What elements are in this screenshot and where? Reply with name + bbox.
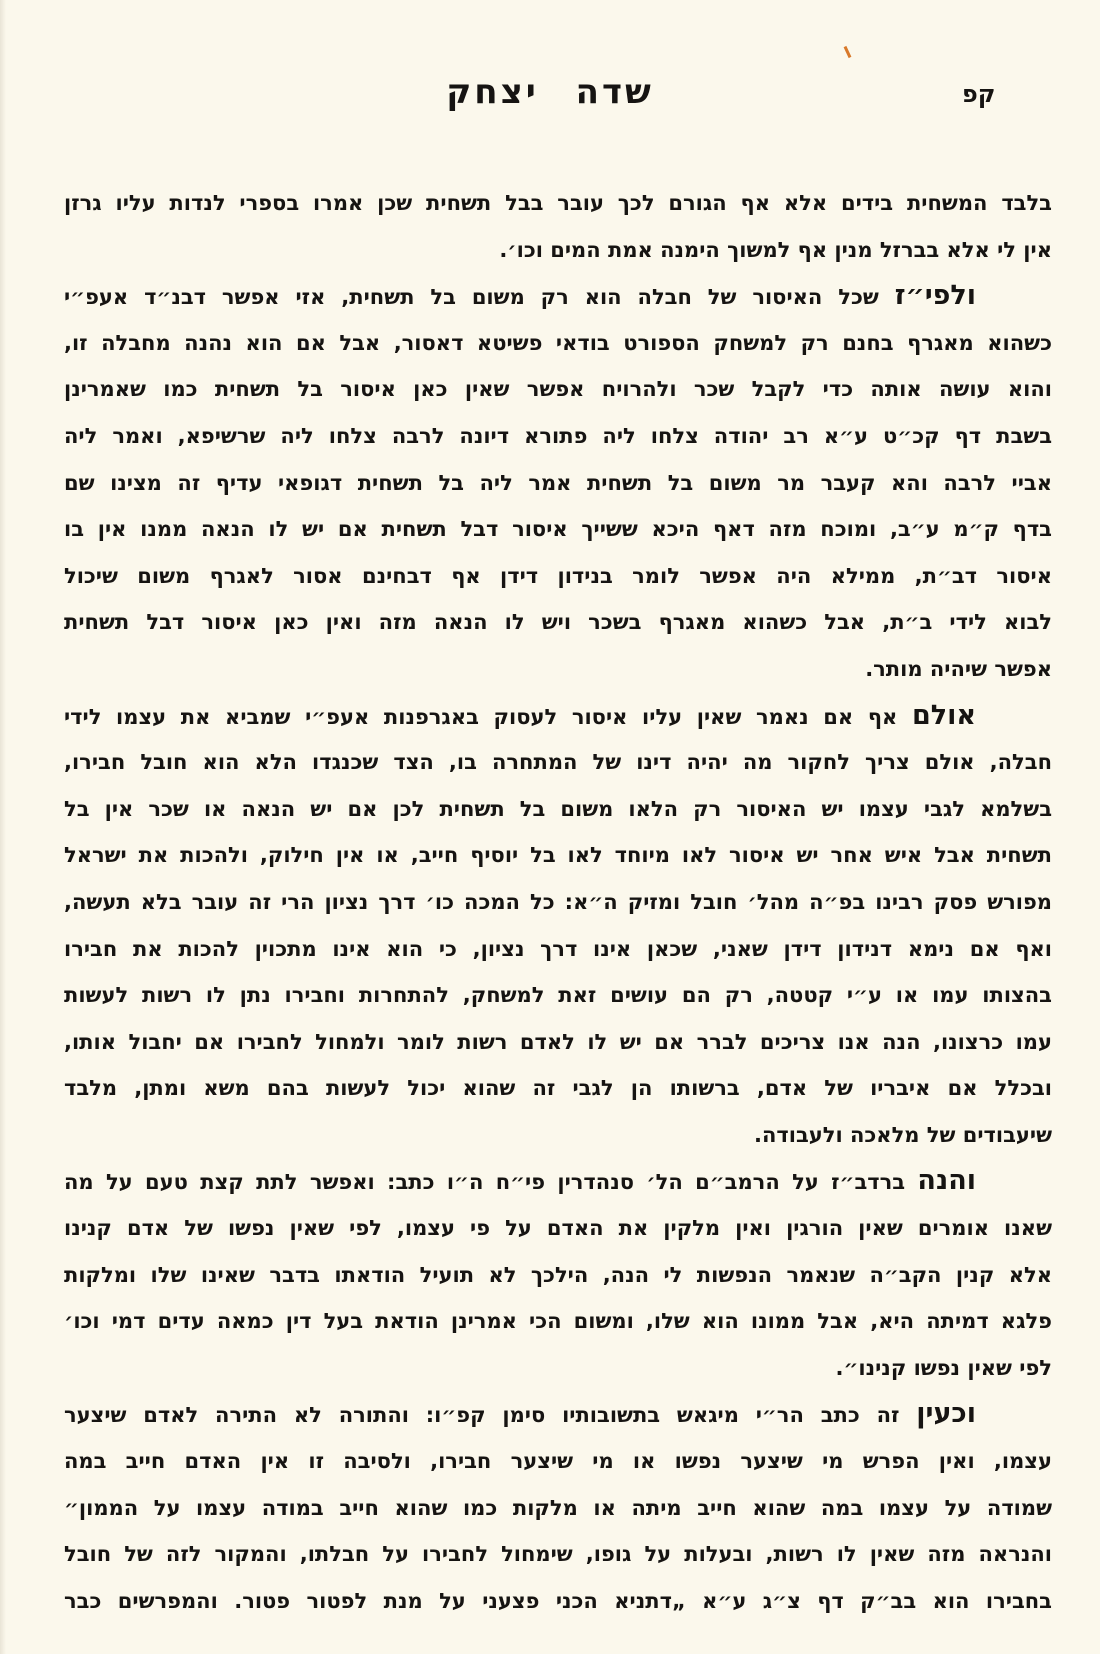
line-text: לבוא לידי ב״ת, אבל כשהוא מאגרף בשכר ויש לו הנאה מזה ואין כאן איסור דבל תשחית xyxy=(64,610,1052,635)
text-line xyxy=(64,180,1052,227)
line-text: שכל האיסור של חבלה הוא רק משום בל תשחית, אזי אפשר דבנ״ד אעפ״י xyxy=(64,285,879,310)
line-text: שיעבודים של מלאכה ולעבודה. xyxy=(754,1122,1052,1147)
line-text: תשחית אבל איש אחר יש איסור לאו מיוחד לאו בל יוסיף חייב, או אין חילוק, ולהכות את ישראל xyxy=(64,843,1052,868)
line-text: בדף ק״מ ע״ב, ומוכח מזה דאף היכא ששייך איסור דבל תשחית אם יש לו הנאה ממנו אין בו xyxy=(64,517,1052,542)
text-line xyxy=(64,273,1052,320)
text-line xyxy=(64,1252,1052,1299)
text-line xyxy=(64,1205,1052,1252)
line-text: זה כתב הר״י מיגאש בתשובותיו סימן קפ״ו: והתורה לא התירה לאדם שיצער xyxy=(64,1403,900,1428)
line-text: אביי לרבה והא קעבר מר משום בל תשחית אמר ליה בל תשחית דגופאי עדיף זה מצינו שם xyxy=(64,470,1052,495)
text-line xyxy=(64,879,1052,926)
text-line xyxy=(64,786,1052,833)
line-text: אפשר שיהיה מותר. xyxy=(865,656,1052,681)
line-text: חבלה, אולם צריך לחקור מה יהיה דינו של המתחרה בו, הצד שכנגדו הלא הוא חובל חבירו, xyxy=(64,750,1052,775)
body-text xyxy=(64,180,1052,1624)
line-text: ברדב״ז על הרמב״ם הל׳ סנהדרין פי״ח ה״ו כתב: ואפשר לתת קצת טעם על מה xyxy=(64,1170,906,1195)
line-text: בהצותו עמו או ע״י קטטה, רק הם עושים זאת למשחק, להתחרות וחבירו נתן לו רשות לעשות xyxy=(64,983,1052,1008)
line-text: והוא עושה אותה כדי לקבל שכר ולהרויח אפשר שאין כאן איסור בל תשחית כמו שאמרינן xyxy=(64,377,1052,402)
page-number: קפ xyxy=(962,80,996,108)
paragraph xyxy=(64,693,1052,1159)
paragraph-lead-word: וכעין xyxy=(916,1398,976,1430)
line-text: ואף אם נימא דנידון דידן שאני, שכאן אינו דרך נציון, כי הוא אינו מתכוין להכות את חבירו xyxy=(64,936,1052,961)
paragraph-lead-word: ולפי״ז xyxy=(894,280,977,312)
line-text: לפי שאין נפשו קנינו״. xyxy=(835,1355,1052,1380)
text-line xyxy=(64,1531,1052,1578)
line-text: שאנו אומרים שאין הורגין ואין מלקין את האדם על פי עצמו, לפי שאין נפשו של אדם קנינו xyxy=(64,1216,1052,1241)
line-text: מפורש פסק רבינו בפ״ה מהל׳ חובל ומזיק ה״א: כל המכה כו׳ דרך נציון הרי זה עובר בלא תעשה, xyxy=(64,889,1052,914)
line-text: איסור דב״ת, ממילא היה אפשר לומר בנידון דידן אף דבחינם אסור לאגרף משום שיכול xyxy=(64,563,1052,588)
text-line xyxy=(64,926,1052,973)
running-title: שדה יצחק xyxy=(446,72,654,112)
line-text: עמו כרצונו, הנה אנו צריכים לברר אם יש לו לאדם רשות לומר ולמחול לחבירו אם יחבול אותו, xyxy=(64,1029,1052,1054)
line-text: בשלמא לגבי עצמו יש האיסור רק הלאו משום בל תשחית לכן אם יש הנאה או שכר אין בל xyxy=(64,796,1052,821)
text-line xyxy=(64,227,1052,274)
line-text: בחבירו הוא בב״ק דף צ״ג ע״א „דתניא הכני פצעני על מנת לפטור פטור. והמפרשים כבר xyxy=(64,1588,1052,1613)
line-text: בשבת דף קכ״ט ע״א רב יהודה צלחו ליה פתורא דיונה לרבה צלחו ליה שרשיפא, ואמר ליה xyxy=(64,423,1052,448)
page-edge-shadow xyxy=(0,0,6,1654)
line-text: כשהוא מאגרף בחנם רק למשחק הספורט בודאי פשיטא דאסור, אבל אם הוא נהנה מחבלה זו, xyxy=(64,330,1052,355)
text-line xyxy=(64,553,1052,600)
text-line xyxy=(64,739,1052,786)
line-text: אף אם נאמר שאין עליו איסור לעסוק באגרפנות אעפ״י שמביא את עצמו לידי xyxy=(64,704,898,729)
line-text: בלבד המשחית בידים אלא אף הגורם לכך עובר בבל תשחית שכן אמרו בספרי לנדות עליו גרזן xyxy=(64,191,1052,215)
text-line xyxy=(64,972,1052,1019)
page-header xyxy=(0,72,1100,122)
text-line xyxy=(64,1298,1052,1345)
paragraph xyxy=(64,1391,1052,1624)
line-text: פלגא דמיתה היא, אבל ממונו הוא שלו, ומשום הכי אמרינן הודאת בעל דין כמאה עדים דמי וכו׳ xyxy=(64,1309,1052,1334)
line-text: שמודה על עצמו במה שהוא חייב מיתה או מלקות כמו שהוא חייב במודה עצמו על הממון״ xyxy=(64,1495,1052,1520)
line-text: אלא קנין הקב״ה שנאמר הנפשות לי הנה, הילכך לא תועיל הודאתו בדבר שאינו שלו ומלקות xyxy=(64,1262,1052,1287)
text-line xyxy=(64,1019,1052,1066)
paragraph xyxy=(64,273,1052,692)
ink-mark xyxy=(844,46,852,58)
text-line xyxy=(64,506,1052,553)
line-text: והנראה מזה שאין לו רשות, ובעלות על גופו, שימחול לחבירו על חבלתו, והמקור לזה של חובל xyxy=(64,1542,1052,1567)
paragraph xyxy=(64,1158,1052,1391)
text-line xyxy=(64,832,1052,879)
text-line xyxy=(64,1158,1052,1205)
text-line xyxy=(64,1112,1052,1159)
text-line xyxy=(64,366,1052,413)
text-line xyxy=(64,460,1052,507)
paragraph-lead-word: והנה xyxy=(917,1165,977,1197)
text-line xyxy=(64,1485,1052,1532)
text-line xyxy=(64,413,1052,460)
text-line xyxy=(64,1438,1052,1485)
text-line xyxy=(64,1345,1052,1392)
text-line xyxy=(64,320,1052,367)
paragraph xyxy=(64,180,1052,273)
paragraph-lead-word: אולם xyxy=(911,699,976,731)
text-line xyxy=(64,1391,1052,1438)
text-line xyxy=(64,1578,1052,1625)
text-line xyxy=(64,1065,1052,1112)
text-line xyxy=(64,693,1052,740)
line-text: עצמו, ואין הפרש מי שיצער נפשו או מי שיצער חבירו, ולסיבה זו אין האדם חייב במה xyxy=(64,1449,1052,1474)
text-line xyxy=(64,646,1052,693)
text-line xyxy=(64,599,1052,646)
line-text: ובכלל אם איבריו של אדם, ברשותו הן לגבי זה שהוא יכול לעשות בהם משא ומתן, מלבד xyxy=(64,1076,1052,1101)
line-text: אין לי אלא בברזל מנין אף למשוך הימנה אמת המים וכו׳. xyxy=(499,237,1052,262)
